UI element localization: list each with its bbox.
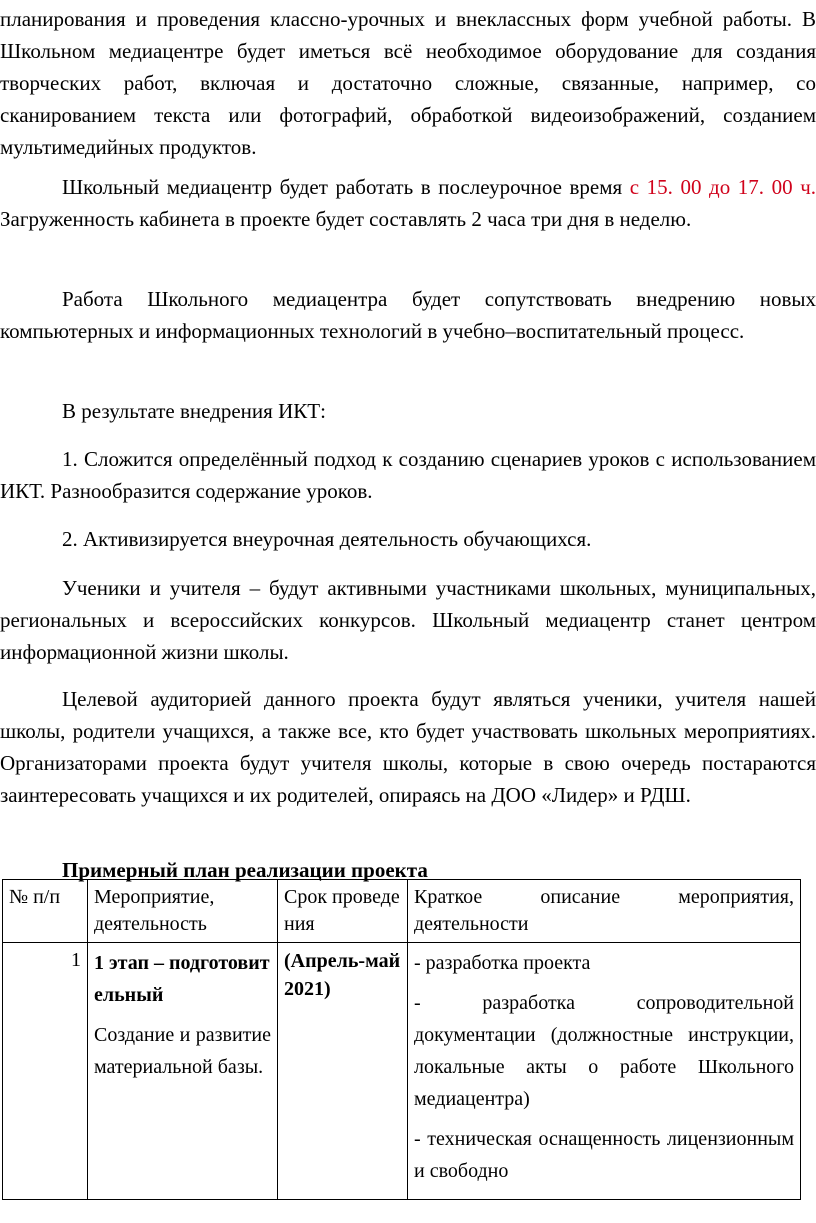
- paragraph-result-2: 2. Активизируется внеурочная деятельность обучающихся.: [62, 527, 592, 551]
- description-item: - разработка проекта: [414, 952, 591, 974]
- paragraph-schedule: [0, 171, 816, 235]
- schedule-load-text: Загруженность кабинета в проекте будет составлять 2 часа три дня в неделю.: [0, 207, 692, 231]
- row-description: [408, 943, 801, 1200]
- row-date: [278, 943, 408, 1200]
- header-activity: Мероприятие, деятельность: [88, 880, 278, 943]
- table-title: Примерный план реализации проекта: [62, 858, 428, 882]
- description-item: - техническая оснащенность лицензионным и свободно: [414, 1128, 794, 1182]
- schedule-text: Школьный медиацентр будет работать в послеурочное время: [62, 175, 623, 199]
- row-number: 1: [3, 943, 88, 1200]
- description-item: - разработка сопроводительной документации (должностные инструкции, локальные акты о работе Школьного медиацентра): [414, 992, 794, 1110]
- table-row: [3, 943, 801, 1200]
- header-date: Срок проведения: [278, 880, 408, 943]
- project-plan-table: [2, 879, 801, 1200]
- schedule-hours-highlight: с 15. 00 до 17. 00 ч.: [629, 175, 816, 199]
- stage-title: 1 этап – подготовительный: [94, 952, 270, 1006]
- paragraph-audience: Целевой аудиторией данного проекта будут являться ученики, учителя нашей школы, родители учащихся, а также все, кто будет участвовать школьных мероприятиях. Организаторами проекта будут учителя школы, которые в свою очередь постараются заинтересовать учащихся и их родителей, опираясь на ДОО «Лидер» и РДШ.: [0, 687, 816, 807]
- stage-activity: Создание и развитие материальной базы.: [94, 1024, 271, 1078]
- table-header-row: [3, 880, 801, 943]
- paragraph-planning: планирования и проведения классно-урочных и внеклассных форм учебной работы. В Школьном медиацентре будет иметься всё необходимое оборудование для создания творческих работ, включая и достаточно сложные, связанные, например, со сканированием текста или фотографий, обработкой видеоизображений, созданием мультимедийных продуктов.: [0, 7, 816, 159]
- paragraph-ict-intro: Работа Школьного медиацентра будет сопутствовать внедрению новых компьютерных и информационных технологий в учебно–воспитательный процесс.: [0, 287, 816, 343]
- paragraph-participants: Ученики и учителя – будут активными участниками школьных, муниципальных, региональных и всероссийских конкурсов. Школьный медиацентр станет центром информационной жизни школы.: [0, 576, 816, 664]
- paragraph-results-heading: В результате внедрения ИКТ:: [62, 399, 326, 423]
- stage-date: (Апрель-май 2021): [284, 950, 401, 1000]
- header-number: № п/п: [3, 880, 88, 943]
- header-description: Краткое описание мероприятия, деятельности: [408, 880, 801, 943]
- row-activity: [88, 943, 278, 1200]
- paragraph-result-1: 1. Сложится определённый подход к созданию сценариев уроков с использованием ИКТ. Разнообразится содержание уроков.: [0, 447, 816, 503]
